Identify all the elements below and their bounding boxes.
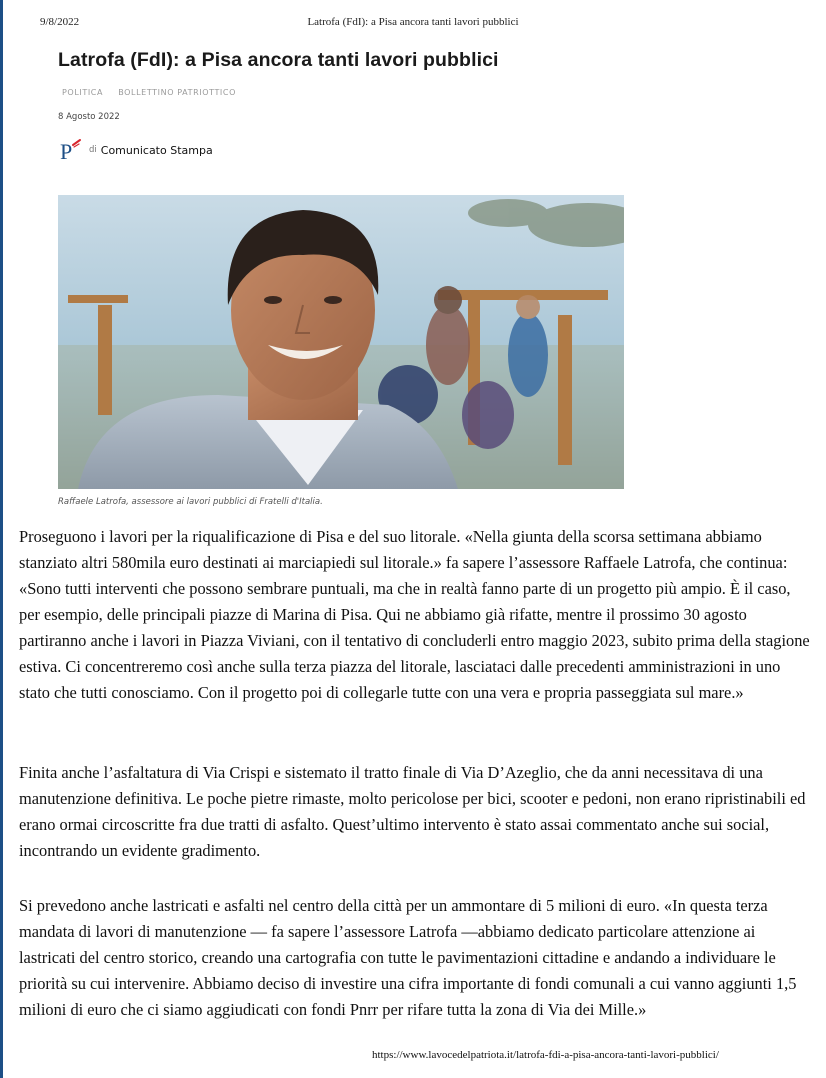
article-paragraph: Finita anche l’asfaltatura di Via Crispi e sistemato il tratto finale di Via D’Azeglio, che da anni necessitava di una manutenzione definitiva. Le poche pietre rimaste, molto pericolose per bici, scooter e pedoni, non erano ripristinabili ed erano ormai circoscritte fra due tratti di asfalto. Quest’ultimo intervento è stato assai commentato anche sui social, incontrando un evidente gradimento. <box>19 763 806 860</box>
page-left-border <box>0 0 3 1078</box>
print-date: 9/8/2022 <box>40 16 80 28</box>
author-byline <box>58 138 213 162</box>
article-paragraph: Proseguono i lavori per la riqualificazione di Pisa e del suo litorale. «Nella giunta della scorsa settimana abbiamo stanziato altri 580mila euro destinati ai marciapiedi sul litorale.» fa sapere l’assessore Raffaele Latrofa, che continua: «Sono tutti interventi che possono sembrare puntuali, ma che in realtà fanno parte di un progetto più ampio. È il caso, per esempio, delle principali piazze di Marina di Pisa. Qui ne abbiamo già rifatte, mentre il prossimo 30 agosto partiranno anche i lavori in Piazza Viviani, con il tentativo di concluderli entro maggio 2023, subito prima della stagione estiva. Ci concentreremo così anche sulla terza piazza del litorale, lasciataci dalle precedenti amministrazioni in uno stato che tutti conosciamo. Con il progetto poi di collegarle tutte con una vera e propria passeggiata sul mare.» <box>19 527 810 702</box>
category-link-bollettino[interactable]: BOLLETTINO PATRIOTTICO <box>118 88 236 97</box>
svg-text:P: P <box>60 139 73 162</box>
category-link-politica[interactable]: POLITICA <box>62 88 104 97</box>
patriota-logo-icon <box>58 138 84 162</box>
category-list <box>62 88 248 97</box>
author-name-link[interactable]: Comunicato Stampa <box>100 143 213 157</box>
article-paragraph: Si prevedono anche lastricati e asfalti nel centro della città per un ammontare di 5 milioni di euro. «In questa terza mandata di lavori di manutenzione — fa sapere l’assessore Latrofa —abbiamo dedicato particolare attenzione ai lastricati del centro storico, creando una cartografia con tutte le pavimentazioni cittadine e andando a individuare le priorità su cui intervenire. Abbiamo deciso di investire una cifra importante di fondi comunali a cui vanno aggiunti 1,5 milioni di euro che ci siamo aggiudicati con fondi Pnrr per rifare tutta la zona di Via dei Mille.» <box>19 896 797 1019</box>
print-header <box>0 16 826 32</box>
print-page-title: Latrofa (FdI): a Pisa ancora tanti lavori pubblici <box>307 16 519 28</box>
author-prefix: di <box>89 145 97 155</box>
article-photo <box>58 195 624 489</box>
publish-date: 8 Agosto 2022 <box>58 112 120 122</box>
print-footer-url: https://www.lavocedelpatriota.it/latrofa-fdi-a-pisa-ancora-tanti-lavori-pubblici/ <box>372 1049 719 1061</box>
photo-caption: Raffaele Latrofa, assessore ai lavori pubblici di Fratelli d'Italia. <box>58 497 323 507</box>
article-photo-illustration <box>58 195 624 489</box>
article-title: Latrofa (FdI): a Pisa ancora tanti lavori pubblici <box>58 49 499 71</box>
